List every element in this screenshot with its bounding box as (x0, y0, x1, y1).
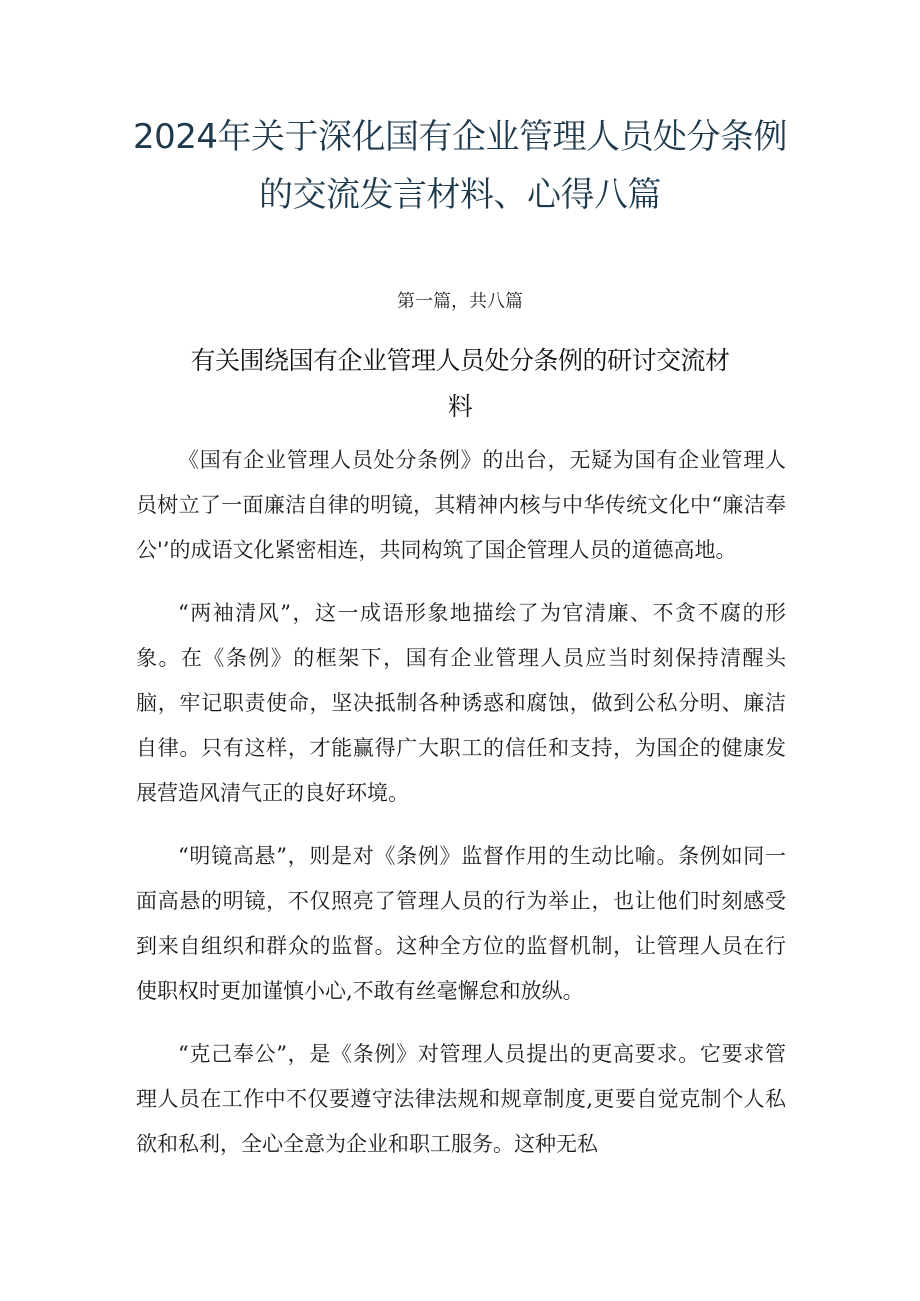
body-text (136, 438, 786, 1185)
paragraph: 《国有企业管理人员处分条例》的出台，无疑为国有企业管理人员树立了一面廉洁自律的明镜，其精神内核与中华传统文化中“廉洁奉公'’的成语文化紧密相连，共同构筑了国企管理人员的道德高地。 (136, 448, 786, 562)
document-title: 2024年关于深化国有企业管理人员处分条例的交流发言材料、心得八篇 (132, 117, 788, 215)
paragraph: “明镜高悬”，则是对《条例》监督作用的生动比喻。条例如同一面高悬的明镜，不仅照亮了管理人员的行为举止，也让他们时刻感受到来自组织和群众的监督。这种全方位的监督机制，让管理人员在行使职权时更加谨慎小心,不敢有丝毫懈怠和放纵。 (136, 844, 786, 1003)
paragraph: “克己奉公”，是《条例》对管理人员提出的更高要求。它要求管理人员在工作中不仅要遵守法律法规和规章制度,更要自觉克制个人私欲和私利，全心全意为企业和职工服务。这种无私 (136, 1042, 786, 1156)
paragraph: “两袖清风”，这一成语形象地描绘了为官清廉、不贪不腐的形象。在《条例》的框架下，国有企业管理人员应当时刻保持清醒头脑，牢记职责使命，坚决抵制各种诱惑和腐蚀，做到公私分明、廉洁自律。只有这样，才能赢得广大职工的信任和支持，为国企的健康发展营造风清气正的良好环境。 (136, 601, 786, 805)
part-label: 第一篇，共八篇 (397, 291, 523, 312)
section-title: 有关围绕国有企业管理人员处分条例的研讨交流材料 (190, 346, 730, 421)
